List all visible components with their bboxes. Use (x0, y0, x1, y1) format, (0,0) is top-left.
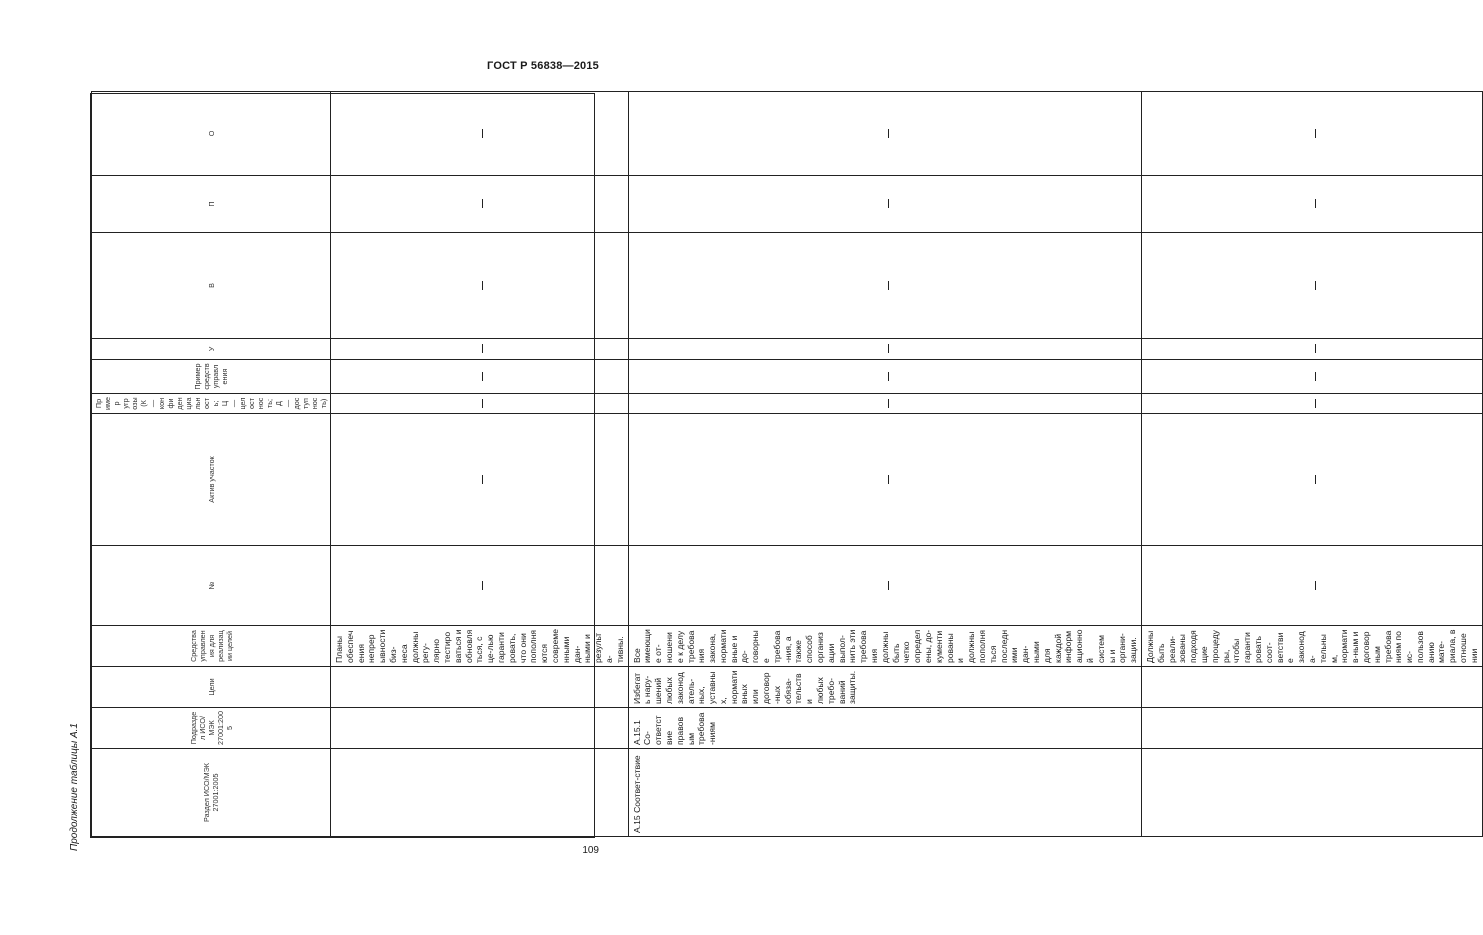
cell-control-example (331, 360, 629, 394)
cell-control-example (628, 360, 1141, 394)
table-caption-wrap (58, 92, 80, 862)
cell-u (628, 339, 1141, 360)
dash-mark (1315, 345, 1316, 354)
dash-mark (482, 345, 483, 354)
cell-u (1141, 339, 1482, 360)
dash-mark (1315, 281, 1316, 290)
cell-controls: Планы обеспечения непрерывности биз-неса должны регу-лярно тестироваться и обновляться, с це-лью гарантировать, что они пополняются современными дан-ными и результа-тивны. (331, 626, 629, 667)
cell-v (1141, 233, 1482, 339)
cell-p (331, 176, 629, 233)
cell-goals (1141, 667, 1482, 708)
cell-o (331, 92, 629, 176)
header-v: В (92, 233, 331, 339)
cell-v (331, 233, 629, 339)
dash-mark (1315, 475, 1316, 484)
cell-section (1141, 749, 1482, 837)
cell-u (331, 339, 629, 360)
header-section: Раздел ИСО/МЭК 27001:2005 (92, 749, 331, 837)
dash-mark (888, 581, 889, 590)
dash-mark (482, 475, 483, 484)
dash-mark (482, 372, 483, 381)
dash-mark (482, 399, 483, 408)
cell-subsection (331, 708, 629, 749)
cell-subsection (1141, 708, 1482, 749)
header-o: О (92, 92, 331, 176)
header-number: № (92, 546, 331, 626)
header-threat-example: Пример угрозы (К — конфиденциальность; Ц — целостность; Д — доступность) (92, 394, 331, 414)
header-control-example: Пример средств управления (92, 360, 331, 394)
cell-threat (628, 394, 1141, 414)
dash-mark (888, 129, 889, 138)
cell-number (1141, 546, 1482, 626)
header-p: П (92, 176, 331, 233)
cell-number (331, 546, 629, 626)
requirements-table (91, 91, 1483, 837)
header-u: У (92, 339, 331, 360)
cell-v (628, 233, 1141, 339)
document-standard-header: ГОСТ Р 56838—2015 (487, 60, 599, 72)
cell-o (1141, 92, 1482, 176)
dash-mark (1315, 399, 1316, 408)
dash-mark (888, 200, 889, 209)
dash-mark (1315, 200, 1316, 209)
cell-o (628, 92, 1141, 176)
table-row (1141, 92, 1482, 837)
cell-goals (331, 667, 629, 708)
cell-controls: Все имеющие от-ношение к делу требования закона, нормативные и до-говорные требова-ния, а также способ организации выпол-нить эти требования должны быть четко определены, до-кументированы и должны пополняться последними дан-ными для каждой информационной системы и органи-зации. (628, 626, 1141, 667)
table-row (628, 92, 1141, 837)
cell-asset (331, 414, 629, 546)
header-goals: Цели (92, 667, 331, 708)
cell-p (628, 176, 1141, 233)
dash-mark (1315, 581, 1316, 590)
cell-section (331, 749, 629, 837)
dash-mark (888, 399, 889, 408)
cell-asset (628, 414, 1141, 546)
table-header-row (92, 92, 331, 837)
rotated-table-container (91, 91, 1483, 837)
dash-mark (888, 475, 889, 484)
dash-mark (888, 345, 889, 354)
dash-mark (888, 372, 889, 381)
cell-threat (1141, 394, 1482, 414)
dash-mark (1315, 372, 1316, 381)
cell-subsection: А.15.1 Со-ответствие правовым требова-ниям (628, 708, 1141, 749)
dash-mark (482, 200, 483, 209)
dash-mark (482, 129, 483, 138)
cell-control-example (1141, 360, 1482, 394)
header-asset: Актив участок (92, 414, 331, 546)
cell-goals: Избегать нару-шений любых законодатель-ных, уставных, нормативных или договор-ных обяза-тельств и любых требо-ваний защиты. (628, 667, 1141, 708)
cell-section: А.15 Соответ-ствие (628, 749, 1141, 837)
header-controls: Средства управления для реализации целей (92, 626, 331, 667)
rotated-table-frame (90, 93, 1479, 838)
table-row (331, 92, 629, 837)
dash-mark (1315, 129, 1316, 138)
dash-mark (482, 581, 483, 590)
dash-mark (482, 281, 483, 290)
cell-number (628, 546, 1141, 626)
header-subsection: Подраздел ИСО/МЭК 27001:2005 (92, 708, 331, 749)
table-caption: Продолжение таблицы А.1 (69, 723, 80, 851)
cell-controls: Должны быть реали-зованы подходящие процедуры, чтобы гарантировать соот-ветствие законода-тельным, норматив-ным и договорным требованиям по ис-пользованию мате-риала, в отношении (1141, 626, 1482, 667)
cell-p (1141, 176, 1482, 233)
cell-asset (1141, 414, 1482, 546)
page-number: 109 (582, 845, 599, 856)
dash-mark (888, 281, 889, 290)
cell-threat (331, 394, 629, 414)
